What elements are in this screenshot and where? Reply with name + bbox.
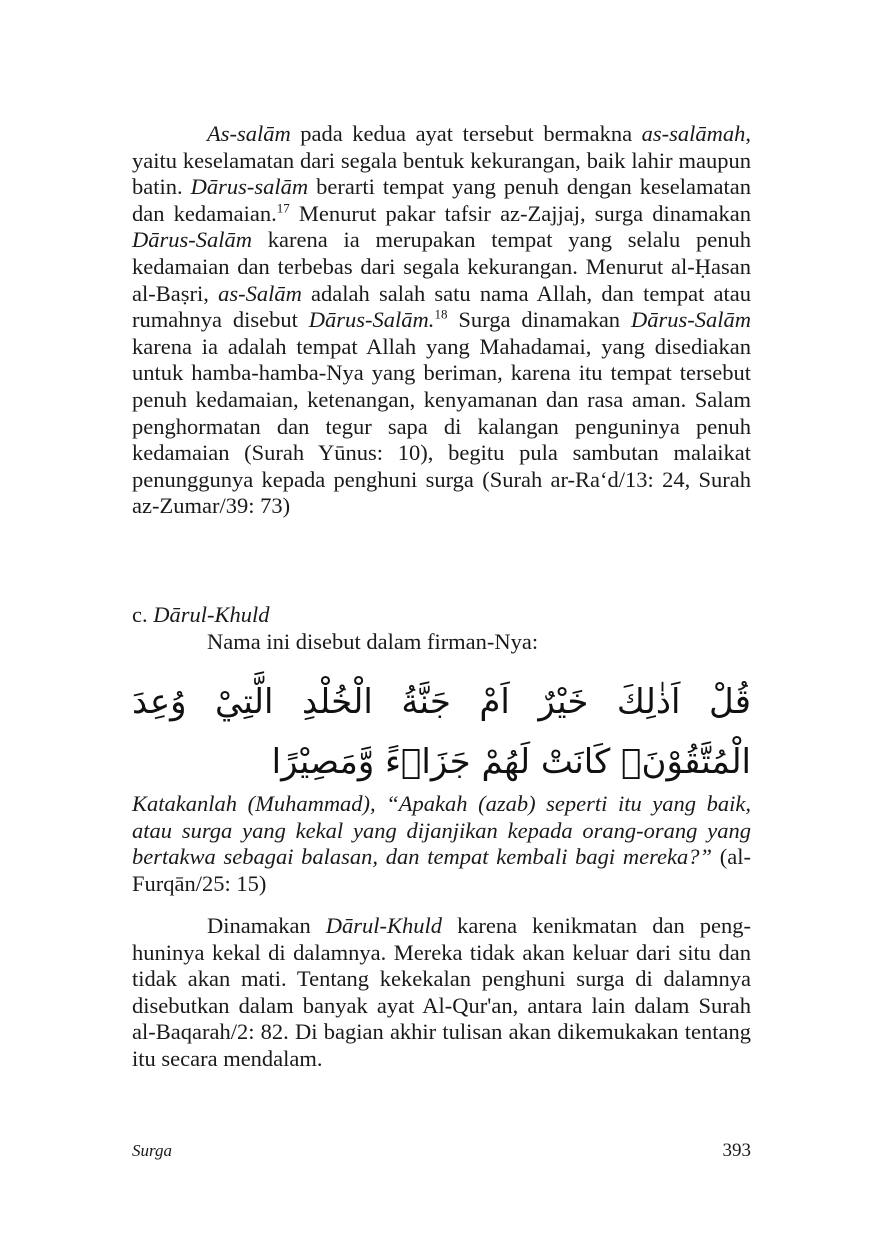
verse-intro-line: Nama ini disebut dalam firman-Nya: — [207, 629, 539, 654]
term-darus-salam: Dārus-salām — [190, 174, 309, 200]
paragraph-as-salam: As-salām pada kedua ayat tersebut bermakna as-salāmah, yaitu keselamatan dari segala bentuk kekurangan, baik lahir maupun batin. Dārus-salām berarti tempat yang penuh dengan keselamatan dan kedamaian.$^{17}$ Menurut pakar tafsir az-Zajjaj, surga dinamakan Dārus-Salām karena ia merupakan tempat yang selalu penuh kedamaian dan terbebas dari segala kekurangan. Menurut al-Ḥasan al-Baṣri, as-Salām adalah salah satu nama Allah, dan tempat atau rumahnya disebut Dārus-Salām.$^{18}$ Surga dinamakan Dārus-Salām karena ia adalah tempat Allah yang Mahadamai, yang disediakan untuk hamba-hamba-Nya yang beriman, karena itu tempat tersebut penuh kedamaian, ketenangan, kenyamanan dan rasa aman. Salam penghormatan dan tegur sapa di kalangan penguninya penuh kedamaian (Surah Yūnus: 10), begitu pula sambutan malaikat penunggunya kepada penghuni surga (Surah ar-Ra‘d/13: 24, Surah az-Zumar/39: 73) — [132, 121, 752, 519]
verse-reference: (al-Furqān/25: 15) — [132, 844, 751, 896]
term-as-salam: As-salām — [207, 121, 291, 146]
term-as-salamah: as-salāmah — [641, 121, 746, 146]
page-number: 393 — [722, 1140, 751, 1161]
paragraph-darul-khuld: Dinamakan Dārul-Khuld karena kenikmatan dan penghuninya kekal di dalamnya. Mereka tidak akan keluar dari situ dan tidak akan mati. Tentang kekekalan penghuni surga di dalamnya disebutkan dalam banyak ayat Al-Qur'an, antara lain dalam Surah al-Baqarah/2: 82. Di bagian akhir tulisan akan dikemukakan tentang itu secara mendalam. — [132, 913, 752, 1071]
section-heading-darul-khuld: c. Dārul-Khuld — [132, 602, 270, 627]
footnote-ref-17: 17 — [276, 200, 290, 216]
footnote-ref-18: 18 — [434, 306, 448, 322]
verse-translation: Katakanlah (Muhammad), “Apakah (azab) seperti itu yang baik, atau surga yang kekal yang dijanjikan kepada orang-orang yang bertakwa sebagai balasan, dan tempat kembali bagi mereka?” (al-Furqān/25: 15) — [132, 791, 751, 896]
arabic-verse: قُلْ اَذٰلِكَ خَيْرٌ اَمْ جَنَّةُ الْخُلْدِ الَّتِيْ وُعِدَ الْمُتَّقُوْنَۗ كَانَتْ لَهُمْ جَزَاۤءً وَّمَصِيْرًا — [132, 682, 751, 782]
running-title: Surga — [132, 1141, 172, 1160]
